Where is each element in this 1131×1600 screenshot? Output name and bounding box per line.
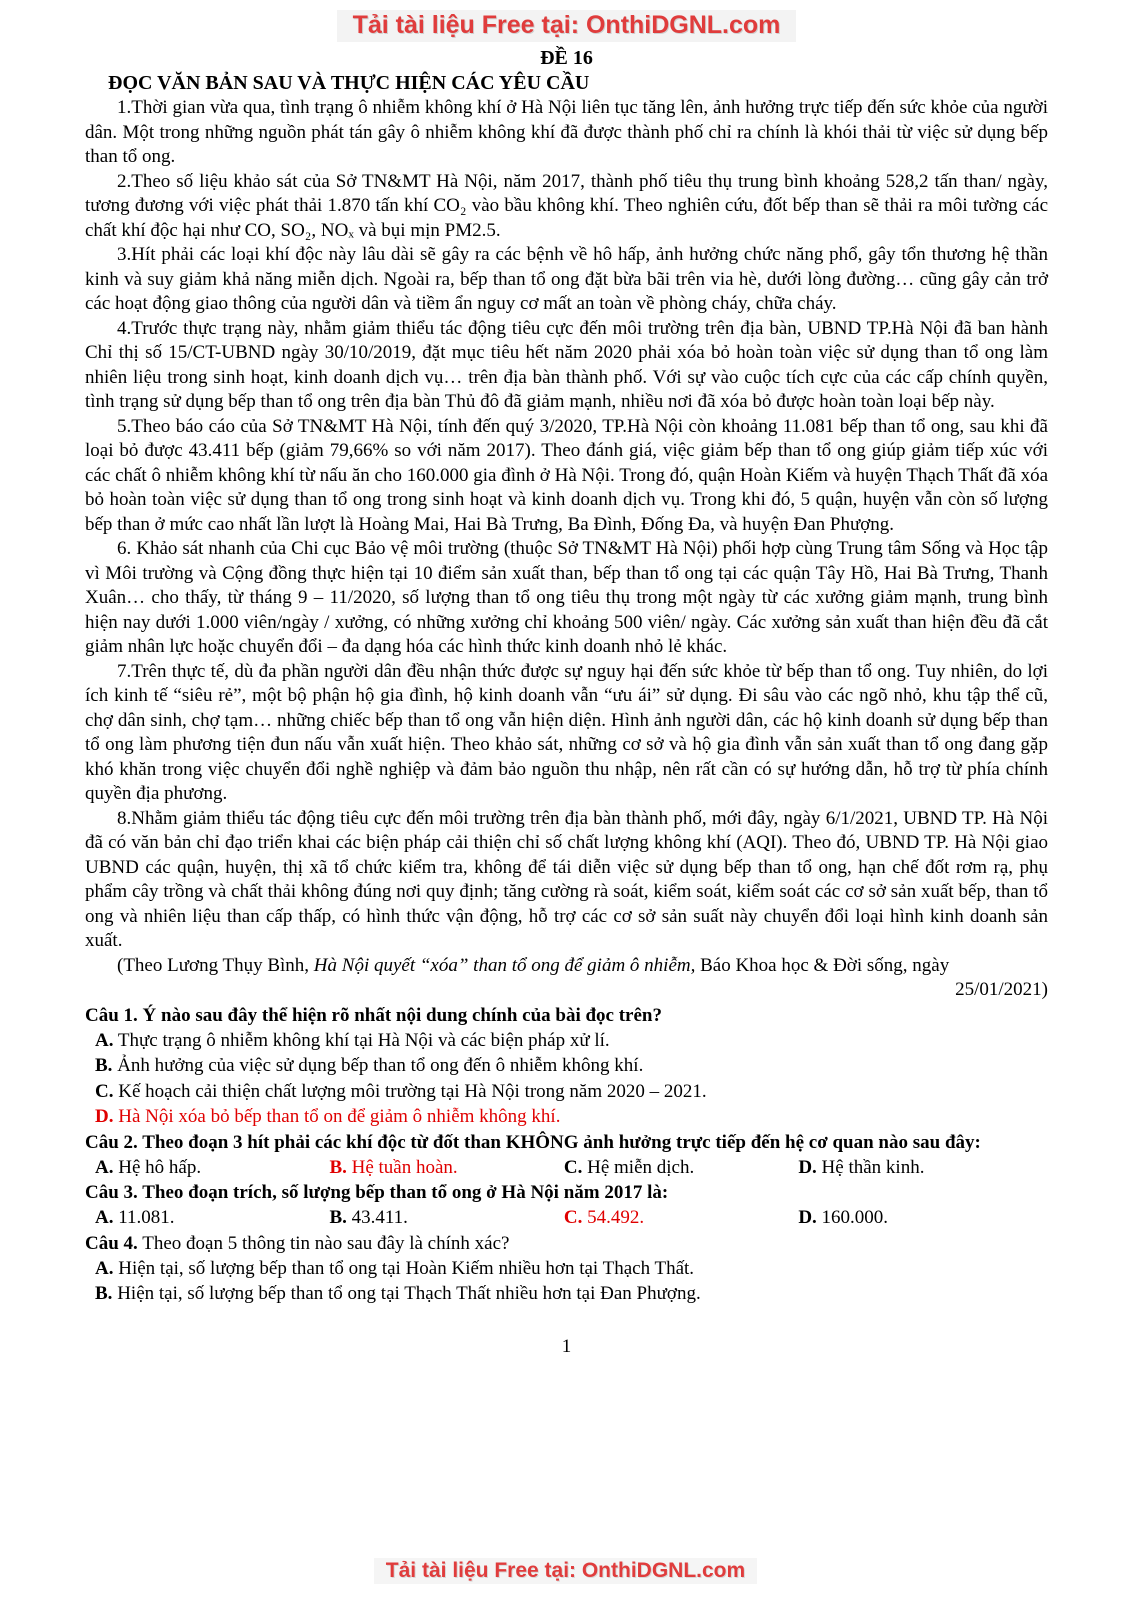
question-2-option-a	[95, 1155, 329, 1181]
option-text: Hệ hô hấp.	[118, 1156, 202, 1178]
option-letter: B.	[95, 1055, 113, 1076]
citation-prefix: (Theo Lương Thụy Bình,	[117, 954, 314, 976]
question-1-option-b	[85, 1053, 1048, 1079]
question-2-option-c	[564, 1155, 798, 1181]
option-text: 43.411.	[351, 1207, 408, 1228]
exam-instruction-heading: ĐỌC VĂN BẢN SAU VÀ THỰC HIỆN CÁC YÊU CẦU	[108, 72, 590, 94]
question-1-option-a	[85, 1028, 1048, 1054]
question-1-header	[85, 1003, 1048, 1028]
body-paragraph-4: 4.Trước thực trạng này, nhằm giảm thiểu tác động tiêu cực đến môi trường trên địa bàn, UBND TP.Hà Nội đã ban hành Chỉ thị số 15/CT-UBND ngày 30/10/2019, đặt mục tiêu hết năm 2020 phải xóa bỏ hoàn toàn việc sử dụng than tổ ong làm nhiên liệu trong sinh hoạt, kinh doanh dịch vụ… trên địa bàn thành phố. Với sự vào cuộc tích cực của các cấp chính quyền, tình trạng sử dụng bếp than tổ ong trên địa bàn Thủ đô đã giảm mạnh, nhiều nơi đã xóa bỏ được hoàn toàn loại bếp này.	[85, 317, 1048, 412]
option-letter: A.	[95, 1207, 114, 1228]
body-paragraph-1: 1.Thời gian vừa qua, tình trạng ô nhiễm không khí ở Hà Nội liên tục tăng lên, ảnh hưởng trực tiếp đến sức khỏe của người dân. Một trong những nguồn phát tán gây ô nhiễm không khí đã được thành phố chỉ ra chính là khói thải từ việc sử dụng bếp than tổ ong.	[85, 97, 1048, 167]
question-1-option-c	[85, 1079, 1048, 1105]
citation-suffix: Báo Khoa học & Đời sống, ngày	[695, 954, 950, 976]
option-letter: B.	[329, 1156, 347, 1178]
body-paragraph-5: 5.Theo báo cáo của Sở TN&MT Hà Nội, tính đến quý 3/2020, TP.Hà Nội còn khoảng 11.081 bếp than tổ ong, sau khi đã loại bỏ được 43.411 bếp (giảm 79,66% so với năm 2017). Theo đánh giá, việc giảm bếp than tổ ong giúp giảm tiếp xúc với các chất ô nhiễm không khí từ nấu ăn cho 160.000 gia đình ở Hà Nội. Trong đó, quận Hoàn Kiếm và huyện Thạch Thất đã xóa bỏ hoàn toàn việc sử dụng than tổ ong trong sinh hoạt và kinh doanh dịch vụ. Trong khi đó, 5 quận, huyện vẫn còn số lượng bếp than ở mức cao nhất lần lượt là Hoàng Mai, Hai Bà Trưng, Ba Đình, Đống Đa, và huyện Đan Phượng.	[85, 415, 1048, 535]
option-letter: A.	[95, 1257, 114, 1279]
option-text: Hà Nội xóa bỏ bếp than tổ on để giảm ô nhiễm không khí.	[118, 1106, 561, 1127]
question-2-label: Câu 2.	[85, 1131, 138, 1153]
option-text: Hệ tuần hoàn.	[351, 1156, 458, 1178]
question-3-label: Câu 3.	[85, 1182, 138, 1203]
question-3-text: Theo đoạn trích, số lượng bếp than tổ ong ở Hà Nội năm 2017 là:	[142, 1182, 669, 1203]
question-3-option-a	[95, 1205, 329, 1231]
bottom-watermark	[0, 1558, 1131, 1584]
top-watermark	[85, 8, 1048, 42]
question-1-option-d-answer	[85, 1104, 1048, 1130]
question-4-header	[85, 1231, 1048, 1256]
question-1-label: Câu 1.	[85, 1004, 138, 1026]
top-watermark-text: Tải tài liệu Free tại: OnthiDGNL.com	[337, 10, 797, 42]
question-3-header	[85, 1180, 1048, 1205]
question-4-label: Câu 4.	[85, 1232, 138, 1254]
option-letter: A.	[95, 1029, 114, 1051]
question-3-option-b	[329, 1205, 563, 1231]
option-text: Hệ thần kinh.	[821, 1156, 925, 1178]
option-text: Hiện tại, số lượng bếp than tổ ong tại Thạch Thất nhiều hơn tại Đan Phượng.	[117, 1283, 701, 1304]
question-4-option-b	[85, 1281, 1048, 1307]
body-paragraph-3: 3.Hít phải các loại khí độc này lâu dài sẽ gây ra các bệnh về hô hấp, ảnh hưởng chức năng phổ, gây tổn thương hệ thần kinh và suy giảm khả năng miễn dịch. Ngoài ra, bếp than tổ ong đặt bừa bãi trên via hè, dưới lòng đường… cũng gây cản trở các hoạt động giao thông của người dân và tiềm ẩn nguy cơ mất an toàn về phòng cháy, chữa cháy.	[85, 244, 1048, 314]
citation	[85, 954, 1048, 979]
question-4-option-a	[85, 1256, 1048, 1282]
option-letter: B.	[329, 1207, 347, 1228]
option-text: 54.492.	[587, 1207, 645, 1228]
question-3-options	[85, 1205, 1048, 1231]
option-letter: B.	[95, 1283, 113, 1304]
option-letter: A.	[95, 1156, 114, 1178]
option-letter: C.	[563, 1156, 583, 1178]
question-3-option-c-answer	[564, 1205, 798, 1231]
question-2-text: Theo đoạn 3 hít phải các khí độc từ đốt than KHÔNG ảnh hưởng trực tiếp đến hệ cơ quan nào sau đây:	[142, 1131, 981, 1153]
page-number: 1	[561, 1335, 572, 1357]
question-2-option-d	[798, 1155, 1048, 1181]
body-paragraph-7: 7.Trên thực tế, dù đa phần người dân đều nhận thức được sự nguy hại đến sức khỏe từ bếp than tổ ong. Tuy nhiên, do lợi ích kinh tế “siêu rẻ”, một bộ phận hộ gia đình, hộ kinh doanh vẫn “ưu ái” sử dụng. Đi sâu vào các ngõ nhỏ, khu tập thể cũ, chợ dân sinh, chợ tạm… những chiếc bếp than tổ ong vẫn hiện diện. Hình ảnh người dân, các hộ kinh doanh sử dụng bếp than tổ ong làm phương tiện đun nấu vẫn xuất hiện. Theo khảo sát, những cơ sở và hộ gia đình vẫn sản xuất than tổ ong đang gặp khó khăn trong việc chuyển đổi nghề nghiệp và đảm bảo nguồn thu nhập, nên rất cần có sự hướng dẫn, hỗ trợ từ phía chính quyền địa phương.	[85, 660, 1048, 804]
option-letter: D.	[798, 1156, 817, 1178]
option-text: Thực trạng ô nhiễm không khí tại Hà Nội và các biện pháp xử lí.	[117, 1029, 610, 1051]
body-paragraph-6: 6. Khảo sát nhanh của Chi cục Bảo vệ môi trường (thuộc Sở TN&MT Hà Nội) phối hợp cùng Trung tâm Sống và Học tập vì Môi trường và Cộng đồng thực hiện tại 10 điểm sản xuất than, bếp than tổ ong tại các quận Tây Hồ, Hai Bà Trưng, Thanh Xuân… cho thấy, từ tháng 9 – 11/2020, số lượng than tổ ong tiêu thụ trong một ngày từ các xưởng giảm mạnh, trung bình hiện nay dưới 1.000 viên/ngày / xưởng, có những xưởng chỉ khoảng 500 viên/ ngày. Các xưởng sản xuất than hiện đều đã cắt giảm nhân lực hoặc chuyển đổi – đa dạng hóa các hình thức kinh doanh nhỏ lẻ khác.	[85, 538, 1048, 657]
question-1-text: Ý nào sau đây thể hiện rõ nhất nội dung chính của bài đọc trên?	[142, 1004, 662, 1026]
option-letter: D.	[95, 1106, 114, 1127]
option-text: 11.081.	[118, 1207, 175, 1228]
body-paragraph-2: 2.Theo số liệu khảo sát của Sở TN&MT Hà Nội, năm 2017, thành phố tiêu thụ trung bình khoảng 528,2 tấn than/ ngày, tương đương với việc phát thải 1.870 tấn khí CO₂ vào bầu không khí. Theo nghiên cứu, đốt bếp than sẽ thải ra môi tường các chất khí độc hại như CO, SO₂, NOₓ và bụi mịn PM2.5.	[85, 170, 1048, 241]
question-4-text: Theo đoạn 5 thông tin nào sau đây là chính xác?	[142, 1232, 510, 1254]
option-letter: C.	[95, 1080, 114, 1102]
option-letter: D.	[798, 1207, 817, 1228]
body-paragraph-8: 8.Nhằm giảm thiểu tác động tiêu cực đến môi trường trên địa bàn thành phố, mới đây, ngày 6/1/2021, UBND TP. Hà Nội đã có văn bản chỉ đạo triển khai các biện pháp cải thiện chỉ số chất lượng không khí (AQI). Theo đó, UBND TP. Hà Nội giao UBND các quận, huyện, thị xã tổ chức kiểm tra, không để tái diễn việc sử dụng bếp than tổ ong, hạn chế đốt rơm rạ, phụ phẩm cây trồng và chất thải không đúng nơi quy định; tăng cường rà soát, kiểm soát, kiểm soát các cơ sở sản xuất bếp, than tổ ong và nhiên liệu than cấp thấp, có hình thức vận động, hỗ trợ các cơ sở sản suất này chuyển đổi loại hình kinh doanh sản xuất.	[85, 807, 1048, 951]
citation-date: 25/01/2021)	[955, 979, 1048, 1000]
option-letter: C.	[563, 1207, 583, 1228]
citation-work-title: Hà Nội quyết “xóa” than tổ ong để giảm ô nhiễm,	[313, 954, 696, 976]
exam-title: ĐỀ 16	[540, 47, 593, 69]
option-text: 160.000.	[821, 1207, 889, 1228]
option-text: Hệ miễn dịch.	[587, 1156, 695, 1178]
option-text: Kế hoạch cải thiện chất lượng môi trường tại Hà Nội trong năm 2020 – 2021.	[118, 1080, 707, 1102]
question-2-options	[85, 1155, 1048, 1181]
option-text: Ảnh hưởng của việc sử dụng bếp than tổ ong đến ô nhiễm không khí.	[117, 1055, 644, 1076]
option-text: Hiện tại, số lượng bếp than tổ ong tại Hoàn Kiếm nhiều hơn tại Thạch Thất.	[118, 1257, 695, 1279]
question-2-header	[85, 1130, 1048, 1155]
bottom-watermark-text: Tải tài liệu Free tại: OnthiDGNL.com	[374, 1558, 757, 1584]
question-2-option-b-answer	[329, 1155, 563, 1181]
question-3-option-d	[798, 1205, 1048, 1231]
